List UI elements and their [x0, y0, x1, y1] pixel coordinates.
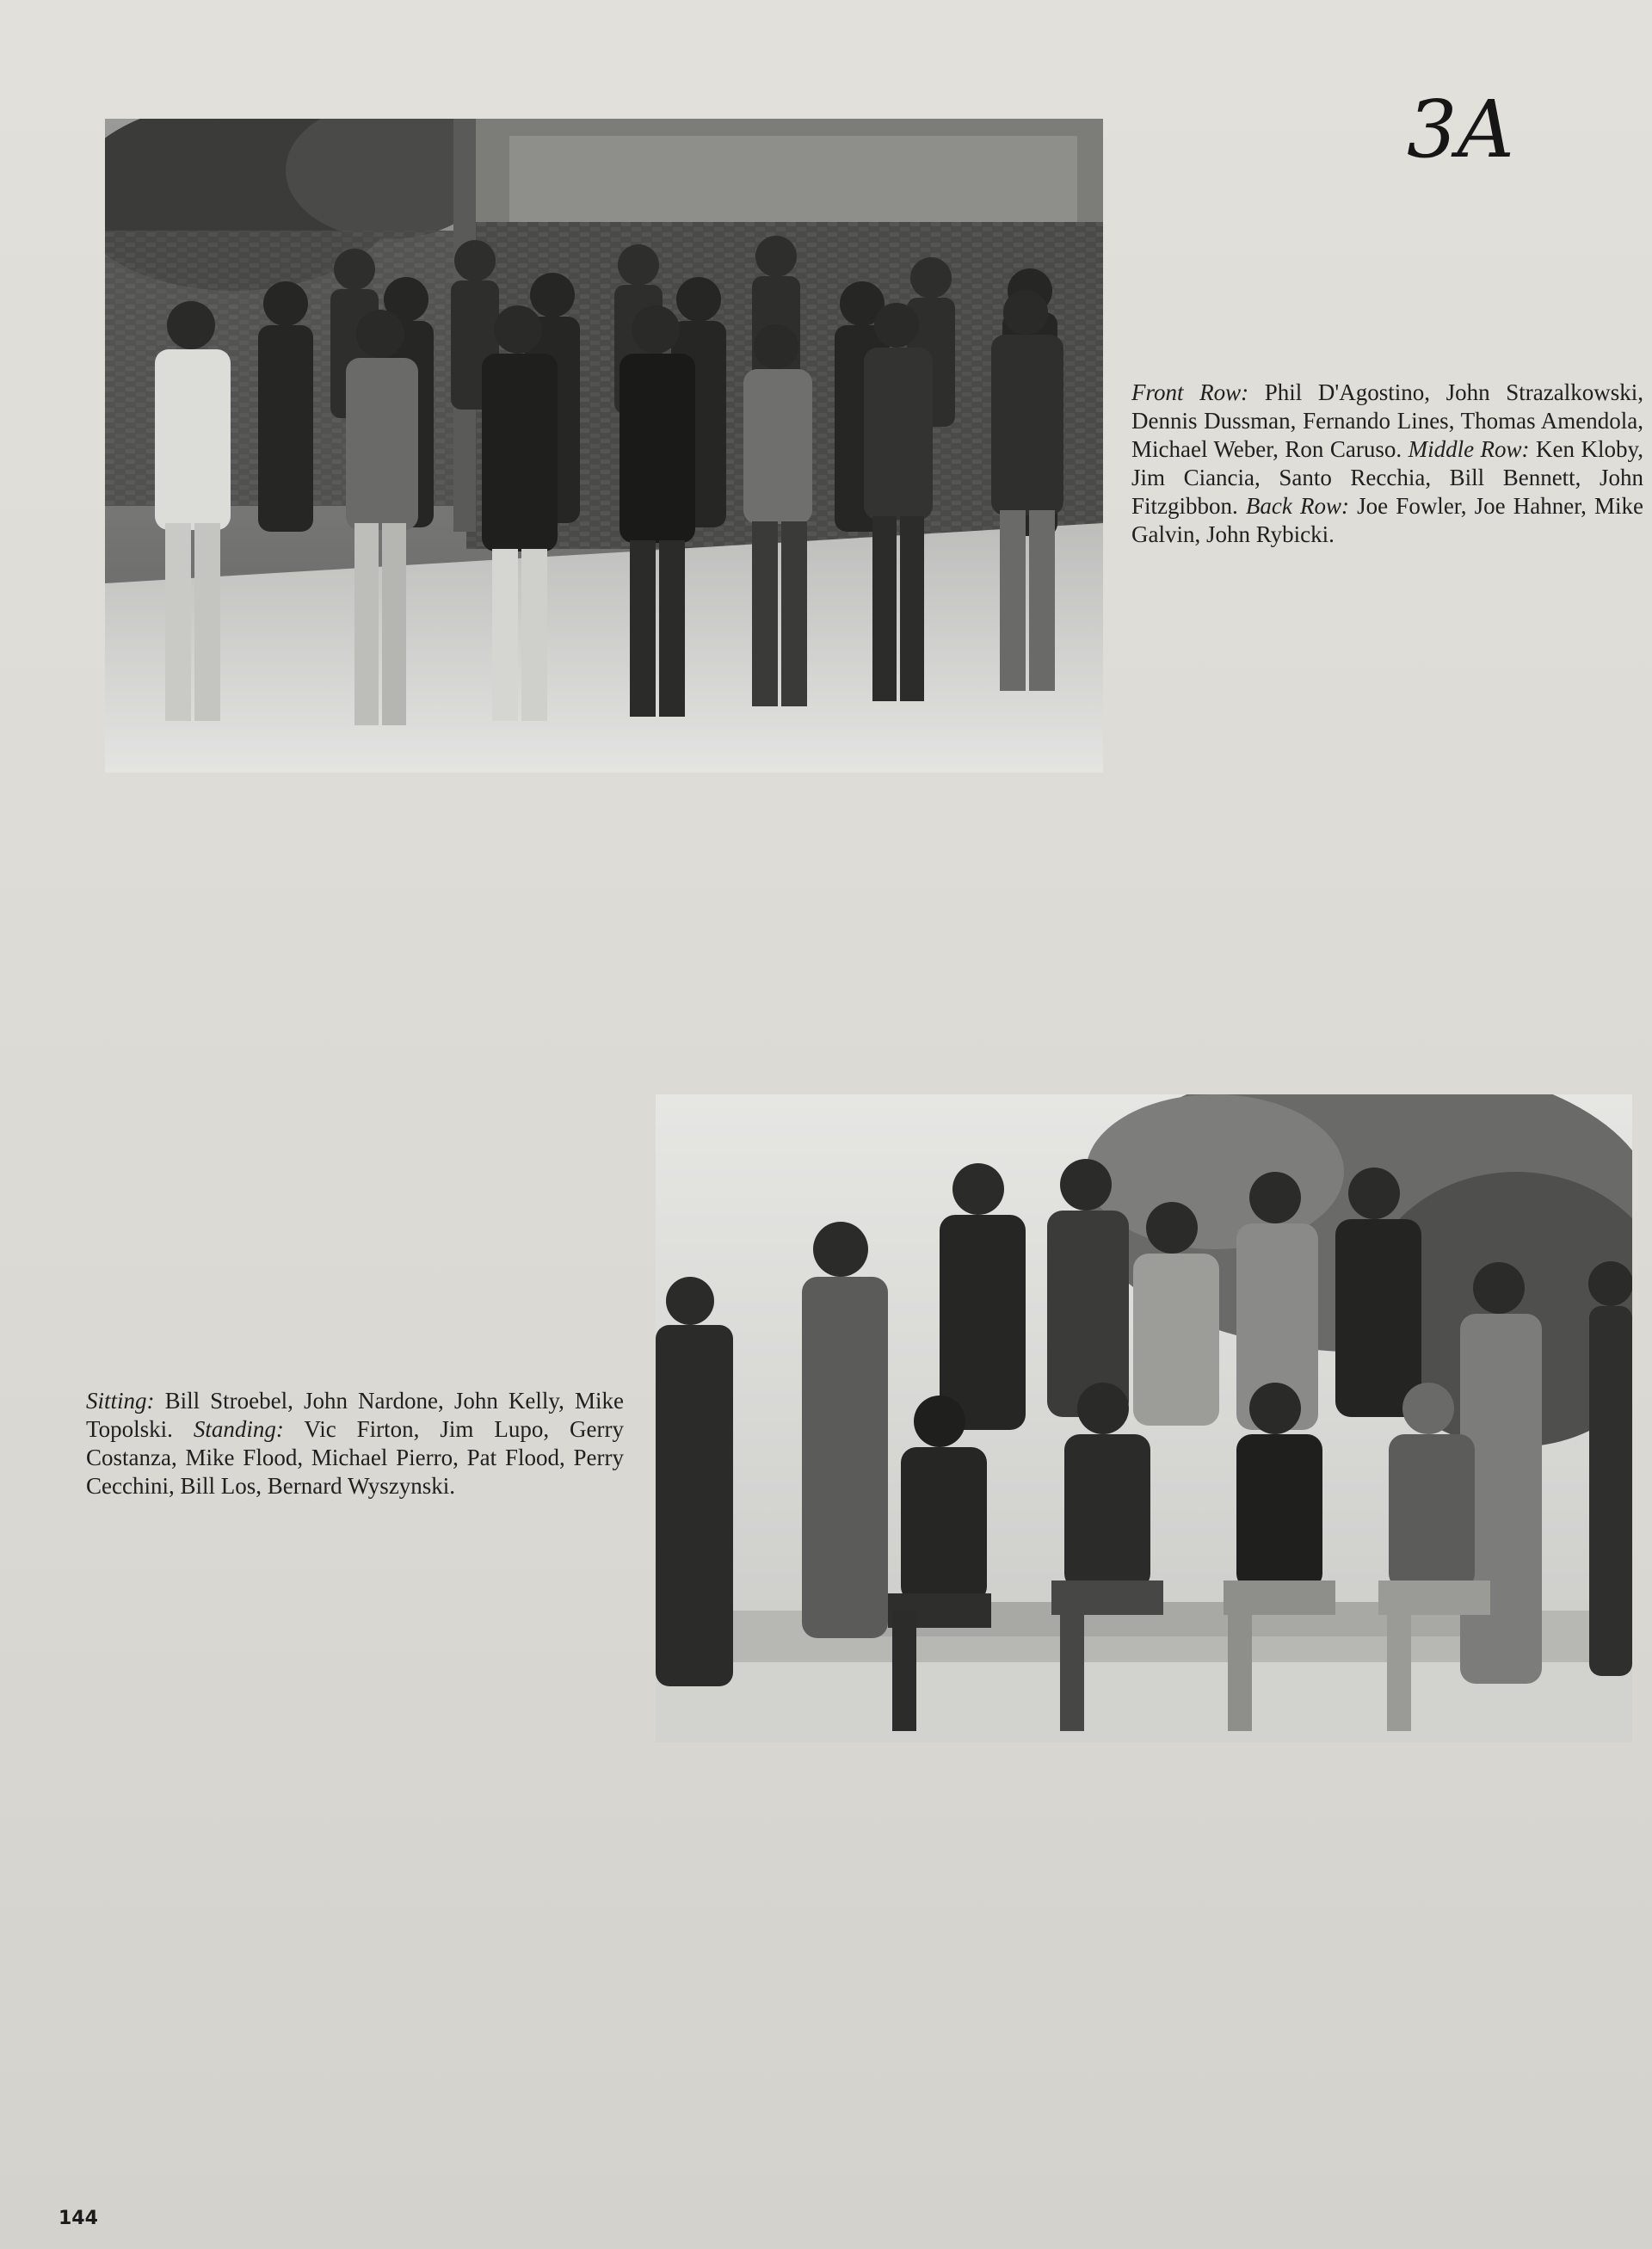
caption-names-back-row: Joe Fowler, Joe Hahner, Mike Galvin, John Rybicki. [1131, 493, 1644, 547]
caption-label-back-row: Back Row: [1245, 493, 1350, 519]
caption-label-sitting: Sitting: [86, 1388, 155, 1414]
bottom-photo-caption [86, 1387, 624, 1500]
top-photo-caption [1131, 379, 1643, 549]
class-photo-bottom [656, 1094, 1632, 1742]
caption-label-middle-row: Middle Row: [1408, 436, 1530, 462]
section-heading: 3A [1407, 83, 1514, 176]
caption-names-middle-row: Ken Kloby, Jim Ciancia, Santo Recchia, Bill Bennett, John Fitzgibbon. [1131, 436, 1643, 519]
caption-label-standing: Standing: [193, 1416, 284, 1442]
class-photo-top [105, 119, 1103, 773]
caption-label-front-row: Front Row: [1131, 379, 1249, 405]
caption-names-standing: Vic Firton, Jim Lupo, Gerry Costanza, Mike Flood, Michael Pierro, Pat Flood, Perry Cecchini, Bill Los, Bernard Wyszynski. [86, 1416, 625, 1499]
page-number: 144 [59, 2208, 98, 2229]
caption-names-front-row: Phil D'Agostino, John Strazalkowski, Dennis Dussman, Fernando Lines, Thomas Amendola, Michael Weber, Ron Caruso. [1131, 379, 1643, 462]
caption-names-sitting: Bill Stroebel, John Nardone, John Kelly, Mike Topolski. [86, 1388, 624, 1442]
